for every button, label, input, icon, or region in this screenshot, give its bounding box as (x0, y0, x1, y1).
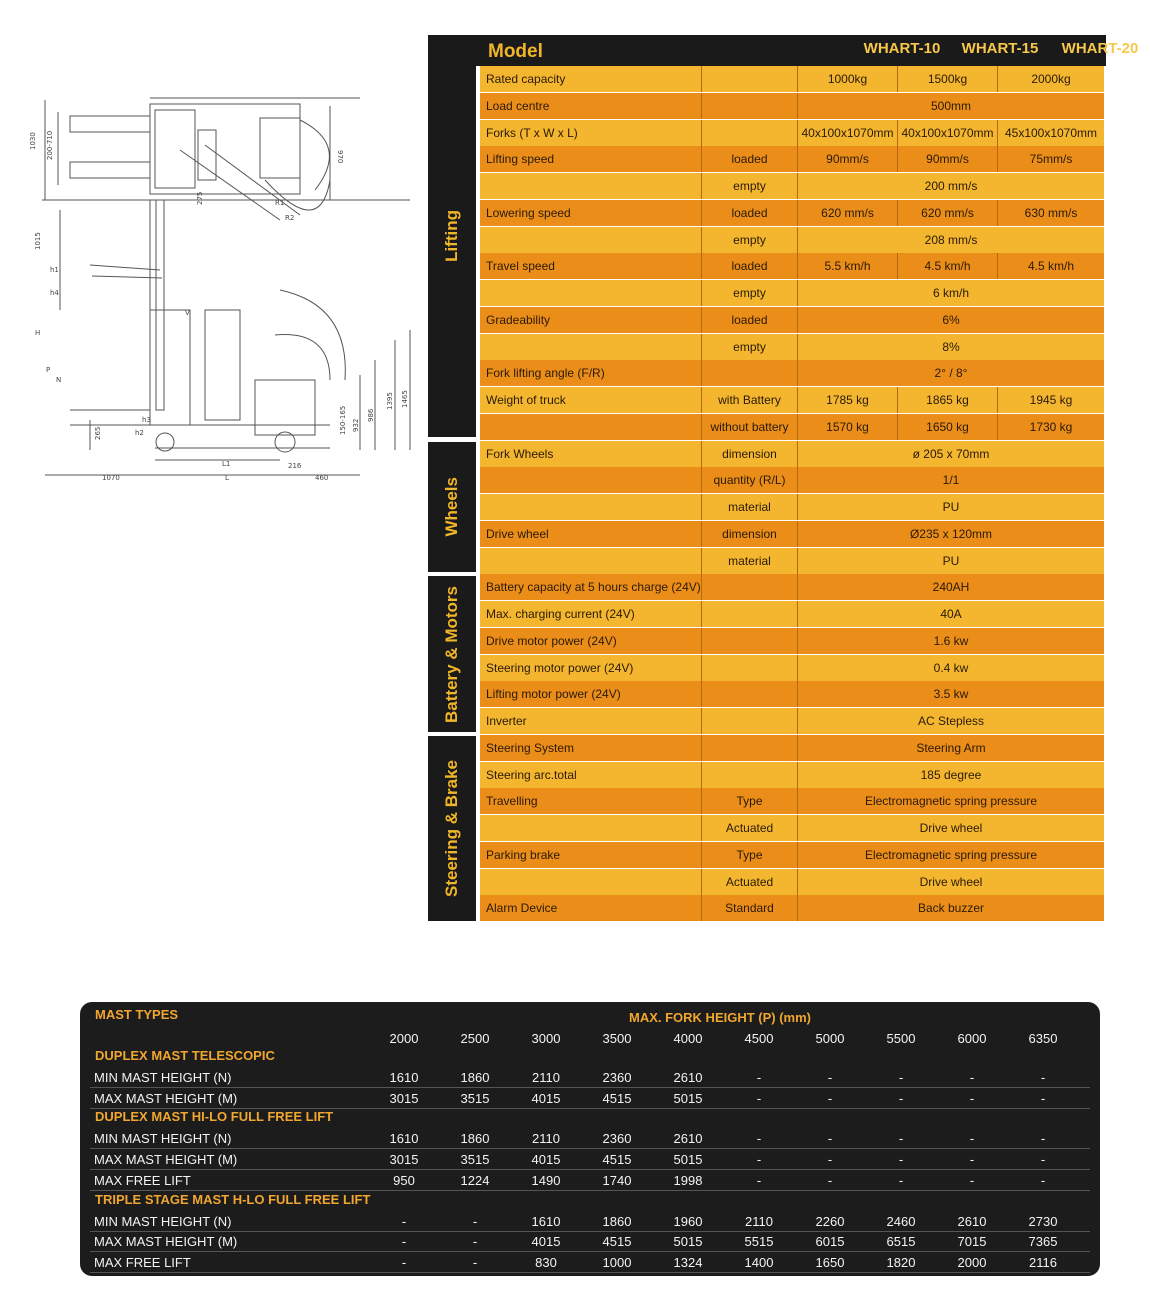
spec-label (480, 334, 702, 360)
mast-value: - (472, 1254, 478, 1270)
mast-value: 1610 (531, 1213, 561, 1229)
spec-value-all-models: 208 mm/s (924, 232, 978, 247)
mast-value: 5515 (744, 1234, 774, 1250)
spec-value-all-models: 40A (940, 607, 962, 621)
spec-label: Battery capacity at 5 hours charge (24V) (480, 574, 702, 600)
spec-value-all-models: 185 degree (920, 767, 982, 782)
mast-value: 830 (535, 1254, 557, 1270)
mast-value: 1860 (460, 1131, 490, 1147)
spec-value-all-models: 0.4 kw (933, 660, 969, 675)
fork-height-header: 2000 (389, 1031, 419, 1046)
spec-row (480, 655, 1104, 681)
svg-text:R2: R2 (285, 214, 295, 222)
spec-row (480, 788, 1104, 814)
svg-text:150-165: 150-165 (339, 405, 347, 435)
spec-value: 5.5 km/h (798, 253, 898, 279)
spec-value: 4.5 km/h (1027, 259, 1075, 274)
mast-value: 4515 (602, 1090, 632, 1106)
spec-sub-label (702, 735, 798, 761)
section-label: Lifting (442, 210, 461, 262)
svg-text:216: 216 (288, 462, 302, 470)
mast-value: - (969, 1090, 975, 1106)
svg-text:970: 970 (336, 150, 344, 164)
mast-value: - (472, 1234, 478, 1250)
spec-value: 1500kg (898, 66, 998, 92)
mast-row-label: MAX FREE LIFT (94, 1254, 191, 1270)
spec-label: Fork Wheels (480, 441, 702, 467)
svg-text:L1: L1 (222, 460, 231, 468)
spec-value-all-models: 3.5 kw (933, 687, 969, 702)
spec-sub-label (702, 628, 798, 654)
mast-value: 4015 (531, 1234, 561, 1250)
spec-label: Alarm Device (480, 895, 702, 921)
mast-row (92, 1068, 1092, 1088)
mast-value: 2110 (532, 1131, 560, 1147)
model-name: WHART-10 (863, 40, 941, 57)
mast-value: - (969, 1070, 975, 1085)
spec-row (480, 227, 1104, 253)
spec-sub-label: dimension (702, 521, 798, 547)
svg-text:P: P (46, 366, 51, 374)
mast-value: - (827, 1152, 833, 1168)
mast-value: - (756, 1152, 762, 1168)
spec-value-all-models: Electromagnetic spring pressure (864, 794, 1038, 809)
spec-sub-label: material (702, 494, 798, 520)
section-steering-brake (428, 736, 476, 921)
mast-value: - (401, 1213, 407, 1229)
svg-text:1030: 1030 (29, 132, 37, 150)
model-label: Model (488, 41, 543, 62)
spec-label: Steering arc.total (480, 762, 702, 788)
spec-sub-label: loaded (702, 253, 798, 279)
svg-text:H: H (35, 329, 41, 337)
spec-label: Steering System (480, 735, 702, 761)
mast-group-title: DUPLEX MAST HI-LO FULL FREE LIFT (95, 1109, 334, 1125)
spec-row (480, 146, 1104, 172)
spec-value-all-models: 200 mm/s (924, 179, 978, 193)
mast-value: - (1040, 1090, 1046, 1106)
svg-text:V: V (185, 309, 190, 317)
mast-row-label: MAX FREE LIFT (94, 1172, 191, 1188)
mast-value: 2110 (745, 1213, 773, 1229)
spec-value-all-models: 6 km/h (932, 286, 969, 300)
svg-text:1465: 1465 (401, 390, 409, 408)
mast-table-subtitle: MAX. FORK HEIGHT (P) (mm) (629, 1010, 811, 1025)
mast-types-table (80, 1002, 1100, 1276)
mast-value: 1610 (389, 1070, 419, 1085)
spec-label: Lowering speed (480, 200, 702, 226)
mast-row-label: MIN MAST HEIGHT (N) (94, 1213, 232, 1229)
mast-row-label: MAX MAST HEIGHT (M) (94, 1234, 238, 1250)
mast-row-label: MIN MAST HEIGHT (N) (94, 1070, 232, 1085)
spec-value-all-models: PU (942, 500, 960, 514)
spec-label (480, 280, 702, 306)
mast-value: - (898, 1070, 904, 1085)
mast-row (92, 1171, 1092, 1191)
spec-label: Fork lifting angle (F/R) (480, 360, 702, 386)
mast-row (92, 1150, 1092, 1170)
spec-value-all-models: ø 205 x 70mm (912, 446, 990, 461)
mast-value: 5015 (673, 1152, 703, 1168)
spec-value: 2000kg (1031, 72, 1071, 86)
spec-sub-label (702, 93, 798, 119)
spec-sub-label (702, 120, 798, 146)
fork-height-header: 4500 (744, 1031, 774, 1046)
mast-value: 2110 (532, 1070, 560, 1085)
mast-row-label: MIN MAST HEIGHT (N) (94, 1131, 232, 1147)
spec-value: 90mm/s (798, 146, 898, 172)
spec-sub-label: Actuated (702, 815, 798, 841)
mast-value: 1324 (673, 1254, 703, 1270)
svg-text:265: 265 (94, 426, 102, 440)
fork-height-header: 5500 (886, 1031, 916, 1046)
svg-text:1070: 1070 (102, 474, 120, 482)
mast-value: 7365 (1028, 1234, 1058, 1250)
spec-label (480, 815, 702, 841)
spec-value-all-models: Electromagnetic spring pressure (864, 847, 1038, 862)
spec-row (480, 414, 1104, 440)
spec-sub-label: loaded (702, 146, 798, 172)
mast-value: 2360 (602, 1070, 632, 1085)
spec-label: Lifting speed (480, 146, 702, 172)
spec-label: Forks (T x W x L) (480, 120, 702, 146)
section-label: Battery & Motors (442, 585, 461, 723)
spec-label (480, 869, 702, 895)
spec-sub-label: dimension (702, 441, 798, 467)
spec-sub-label: Type (702, 842, 798, 868)
svg-text:h2: h2 (135, 429, 144, 437)
mast-value: 1740 (602, 1172, 632, 1188)
spec-row (480, 66, 1104, 92)
spec-value-all-models: Drive wheel (919, 874, 983, 889)
spec-sub-label: without battery (702, 414, 798, 440)
mast-table-title: MAST TYPES (95, 1007, 179, 1022)
spec-row (480, 762, 1104, 788)
spec-sheet (428, 35, 1139, 921)
section-label: Wheels (442, 477, 461, 537)
spec-label: Steering motor power (24V) (480, 655, 702, 681)
spec-sub-label: loaded (702, 200, 798, 226)
spec-label (480, 414, 702, 440)
mast-value: - (756, 1131, 762, 1147)
svg-text:R1: R1 (275, 199, 285, 207)
spec-sub-label: with Battery (702, 387, 798, 413)
mast-value: - (1040, 1131, 1046, 1147)
spec-row (480, 307, 1104, 333)
mast-value: 2360 (602, 1131, 632, 1147)
spec-row (480, 574, 1104, 600)
spec-value-all-models: 240AH (932, 580, 970, 595)
mast-value: 1998 (673, 1172, 703, 1188)
spec-value: 75mm/s (1029, 152, 1073, 167)
spec-sub-label: quantity (R/L) (702, 467, 798, 493)
mast-value: 4515 (602, 1152, 632, 1168)
mast-value: - (898, 1131, 904, 1147)
spec-row (480, 334, 1104, 360)
spec-value-all-models: Ø235 x 120mm (909, 526, 993, 541)
fork-height-header: 3500 (602, 1031, 632, 1046)
spec-row (480, 521, 1104, 547)
mast-value: 3015 (389, 1152, 419, 1168)
spec-value: 630 mm/s (1024, 205, 1078, 220)
svg-text:h1: h1 (50, 266, 59, 274)
spec-sub-label: empty (702, 280, 798, 306)
mast-value: 1960 (673, 1213, 703, 1229)
spec-sub-label: loaded (702, 307, 798, 333)
spec-row (480, 494, 1104, 520)
fork-height-header: 2500 (460, 1031, 490, 1046)
mast-value: - (1040, 1152, 1046, 1168)
mast-value: 3515 (460, 1090, 490, 1106)
mast-value: 5015 (673, 1234, 703, 1250)
spec-label: Drive motor power (24V) (480, 628, 702, 654)
mast-value: 2730 (1028, 1213, 1058, 1229)
mast-value: - (827, 1090, 833, 1106)
spec-value-all-models: Drive wheel (919, 821, 983, 835)
svg-text:986: 986 (367, 408, 375, 422)
mast-value: 1860 (460, 1070, 490, 1085)
mast-value: 1820 (886, 1254, 916, 1270)
spec-value: 1945 kg (1029, 393, 1073, 407)
spec-label: Load centre (480, 93, 702, 119)
mast-value: 1860 (602, 1213, 632, 1229)
spec-row (480, 200, 1104, 226)
spec-row (480, 708, 1104, 734)
fork-height-header: 6000 (957, 1031, 987, 1046)
spec-value: 1785 kg (798, 387, 898, 413)
spec-value-all-models: AC Stepless (917, 714, 985, 728)
spec-value: 1650 kg (898, 414, 998, 440)
mast-row (92, 1212, 1092, 1232)
spec-label: Inverter (480, 708, 702, 734)
mast-value: - (969, 1131, 975, 1147)
spec-label: Drive wheel (480, 521, 702, 547)
spec-row (480, 253, 1104, 279)
spec-sub-label (702, 601, 798, 627)
spec-value-all-models: 1/1 (942, 473, 960, 488)
spec-sub-label (702, 574, 798, 600)
svg-text:460: 460 (315, 474, 329, 482)
svg-text:1015: 1015 (34, 232, 42, 250)
spec-sub-label: empty (702, 334, 798, 360)
spec-value: 1000kg (798, 66, 898, 92)
mast-value: 1000 (602, 1254, 632, 1270)
mast-value: - (756, 1070, 762, 1085)
mast-value: - (472, 1213, 478, 1229)
spec-value-all-models: 2° / 8° (934, 366, 968, 381)
model-name: WHART-20 (1061, 40, 1139, 57)
spec-label: Travel speed (480, 253, 702, 279)
mast-value: - (827, 1070, 833, 1085)
svg-text:N: N (56, 376, 62, 384)
mast-value: 4515 (602, 1234, 632, 1250)
mast-group-title: TRIPLE STAGE MAST H-LO FULL FREE LIFT (95, 1191, 371, 1207)
spec-label: Gradeability (480, 307, 702, 333)
mast-row (92, 1089, 1092, 1109)
section-battery-motors (428, 576, 476, 732)
spec-header (476, 35, 1139, 66)
mast-value: 2610 (673, 1131, 703, 1147)
spec-row (480, 601, 1104, 627)
fork-height-header: 6350 (1028, 1031, 1058, 1046)
spec-row (480, 173, 1104, 199)
mast-value: 2260 (815, 1213, 845, 1229)
mast-value: 2116 (1029, 1254, 1057, 1270)
spec-label: Max. charging current (24V) (480, 601, 702, 627)
spec-sub-label (702, 360, 798, 386)
mast-value: - (827, 1172, 833, 1188)
spec-sub-label (702, 681, 798, 707)
spec-row (480, 93, 1104, 119)
spec-sub-label: empty (702, 227, 798, 253)
spec-value-all-models: 1.6 kw (933, 633, 969, 648)
spec-row (480, 895, 1104, 921)
spec-sub-label: empty (702, 173, 798, 199)
spec-value: 620 mm/s (898, 200, 998, 226)
mast-value: 5015 (673, 1090, 703, 1106)
spec-value: 1730 kg (1029, 419, 1073, 434)
row-divider (90, 1272, 1090, 1273)
spec-sub-label: Standard (702, 895, 798, 921)
spec-row (480, 628, 1104, 654)
spec-value-all-models: 500mm (930, 98, 971, 113)
section-bands (428, 35, 476, 921)
spec-label: Rated capacity (480, 66, 702, 92)
mast-row-label: MAX MAST HEIGHT (M) (94, 1152, 238, 1168)
spec-row (480, 467, 1104, 493)
svg-text:275: 275 (196, 191, 204, 205)
mast-row (92, 1129, 1092, 1149)
mast-value: - (898, 1090, 904, 1106)
mast-value: - (1040, 1070, 1046, 1085)
spec-value: 40x100x1070mm (898, 120, 998, 146)
spec-label: Lifting motor power (24V) (480, 681, 702, 707)
mast-value: 2460 (886, 1213, 916, 1229)
spec-value: 45x100x1070mm (1004, 125, 1098, 140)
spec-label: Weight of truck (480, 387, 702, 413)
spec-row (480, 735, 1104, 761)
svg-text:h3: h3 (142, 416, 151, 424)
svg-text:932: 932 (352, 418, 360, 432)
spec-label (480, 173, 702, 199)
spec-sub-label: material (702, 548, 798, 574)
mast-value: 2610 (673, 1070, 703, 1085)
mast-value: - (969, 1172, 975, 1188)
svg-text:1395: 1395 (386, 392, 394, 410)
spec-value-all-models: 6% (942, 312, 960, 327)
section-lifting (428, 35, 476, 437)
spec-row (480, 815, 1104, 841)
mast-value: 3015 (389, 1090, 419, 1106)
mast-value: 1400 (744, 1254, 774, 1270)
spec-value: 40x100x1070mm (798, 120, 898, 146)
svg-text:h4: h4 (50, 289, 59, 297)
spec-row (480, 869, 1104, 895)
fork-height-header: 5000 (815, 1031, 845, 1046)
mast-value: 4015 (531, 1152, 561, 1168)
mast-value: - (827, 1131, 833, 1147)
mast-value: 4015 (531, 1090, 561, 1106)
mast-value: 1650 (815, 1254, 845, 1270)
mast-value: 950 (393, 1172, 415, 1188)
spec-sub-label (702, 762, 798, 788)
mast-value: 6515 (886, 1234, 916, 1250)
mast-value: - (969, 1152, 975, 1168)
mast-value: - (898, 1172, 904, 1188)
spec-sub-label: Actuated (702, 869, 798, 895)
spec-value-all-models: PU (942, 553, 960, 568)
svg-text:L: L (225, 474, 229, 482)
svg-text:200-710: 200-710 (46, 130, 54, 160)
mast-value: - (401, 1254, 407, 1270)
mast-value: 2610 (957, 1213, 987, 1229)
spec-value-all-models: 8% (942, 339, 960, 354)
spec-sub-label (702, 655, 798, 681)
spec-sub-label (702, 66, 798, 92)
spec-value: 1570 kg (798, 414, 898, 440)
spec-value: 620 mm/s (798, 200, 898, 226)
spec-label: Parking brake (480, 842, 702, 868)
spec-label (480, 467, 702, 493)
spec-value-all-models: Steering Arm (916, 740, 986, 755)
spec-value: 4.5 km/h (898, 253, 998, 279)
section-wheels (428, 442, 476, 572)
spec-row (480, 548, 1104, 574)
mast-row-label: MAX MAST HEIGHT (M) (94, 1090, 238, 1106)
spec-label (480, 227, 702, 253)
spec-label (480, 494, 702, 520)
spec-value: 1865 kg (898, 387, 998, 413)
model-name: WHART-15 (961, 40, 1039, 57)
mast-row (92, 1253, 1092, 1273)
mast-value: - (756, 1090, 762, 1106)
mast-row (92, 1232, 1092, 1252)
spec-row (480, 280, 1104, 306)
spec-row (480, 681, 1104, 707)
fork-height-header: 4000 (673, 1031, 703, 1046)
spec-label: Travelling (480, 788, 702, 814)
mast-value: 1610 (389, 1131, 419, 1147)
mast-value: 2000 (957, 1254, 987, 1270)
mast-value: 1224 (460, 1172, 490, 1188)
spec-row (480, 387, 1104, 413)
spec-row (480, 360, 1104, 386)
mast-value: - (1040, 1172, 1046, 1188)
spec-row (480, 842, 1104, 868)
mast-group-title: DUPLEX MAST TELESCOPIC (95, 1048, 275, 1063)
spec-row (480, 441, 1104, 467)
spec-sub-label: Type (702, 788, 798, 814)
mast-value: - (756, 1172, 762, 1188)
mast-value: 1490 (531, 1172, 561, 1188)
spec-value: 90mm/s (898, 146, 998, 172)
spec-label (480, 548, 702, 574)
mast-value: 3515 (460, 1152, 490, 1168)
fork-height-header: 3000 (531, 1031, 561, 1046)
spec-sub-label (702, 708, 798, 734)
mast-value: - (898, 1152, 904, 1168)
technical-drawing (30, 90, 430, 490)
section-label: Steering & Brake (442, 760, 461, 897)
spec-value-all-models: Back buzzer (917, 901, 985, 916)
mast-value: 7015 (957, 1234, 987, 1250)
mast-value: 6015 (815, 1234, 845, 1250)
mast-value: - (401, 1234, 407, 1250)
spec-row (480, 120, 1104, 146)
